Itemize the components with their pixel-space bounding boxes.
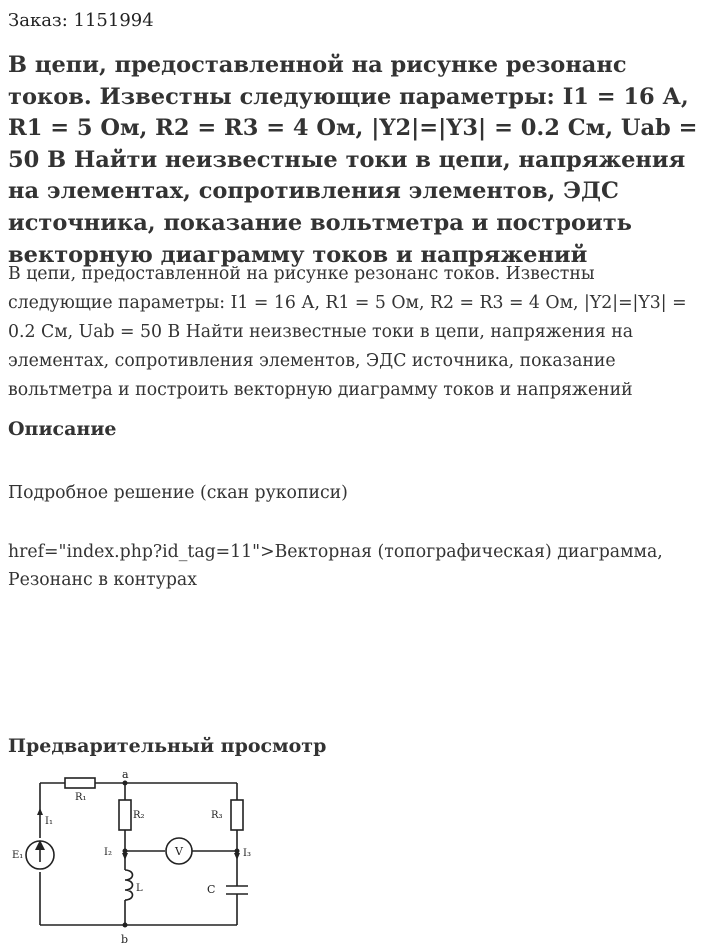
r2-resistor: [119, 800, 131, 830]
i1-label: I₁: [45, 816, 53, 827]
c-label: C: [207, 883, 216, 896]
node-a-label: a: [122, 768, 129, 781]
circuit-diagram: [0, 765, 290, 951]
problem-text: В цепи, предоставленной на рисунке резонанс токов. Известны следующие параметры: I1 = 16 А, R1 = 5 Ом, R2 = R3 = 4 Ом, |Y2|=|Y3| = 0.2 См, Uab = 50 В Найти неизвестные токи в цепи, напряжения на элементах, сопротивления элементов, ЭДС источника, показание вольтметра и построить векторную диаграмму токов и напряжений: [8, 264, 687, 400]
i1-arrow: [37, 808, 43, 815]
voltmeter-label: V: [175, 845, 183, 858]
r3-label: R₃: [211, 810, 223, 821]
r3-resistor: [231, 800, 243, 830]
i2-label: I₂: [104, 847, 112, 858]
i3-label: I₃: [243, 848, 251, 859]
preview-heading: Предварительный просмотр: [8, 735, 327, 757]
page-title: В цепи, предоставленной на рисунке резонанс токов. Известны следующие параметры: I1 = 16 А, R1 = 5 Ом, R2 = R3 = 4 Ом, |Y2|=|Y3| = 0.2 См, Uab = 50 В Найти неизвестные токи в цепи, напряжения на элементах, сопротивления элементов, ЭДС источника, показание вольтметра и построить векторную диаграмму токов и напряжений: [8, 52, 698, 268]
inductor-l: [125, 870, 133, 900]
r1-resistor: [65, 778, 95, 788]
r2-label: R₂: [133, 810, 145, 821]
i3-arrow: [234, 853, 240, 860]
order-number: Заказ: 1151994: [8, 10, 154, 31]
e1-label: E₁: [12, 850, 24, 861]
description-heading: Описание: [8, 418, 117, 440]
description-text: Подробное решение (скан рукописи): [8, 483, 348, 503]
tags-text: href="index.php?id_tag=11">Векторная (топографическая) диаграмма, Резонанс в контурах: [8, 542, 663, 590]
i2-arrow: [122, 853, 128, 860]
r1-label: R₁: [75, 792, 87, 803]
l-label: L: [136, 883, 143, 894]
node-b-label: b: [121, 933, 129, 946]
node-b: [123, 923, 128, 928]
node-a: [123, 781, 128, 786]
